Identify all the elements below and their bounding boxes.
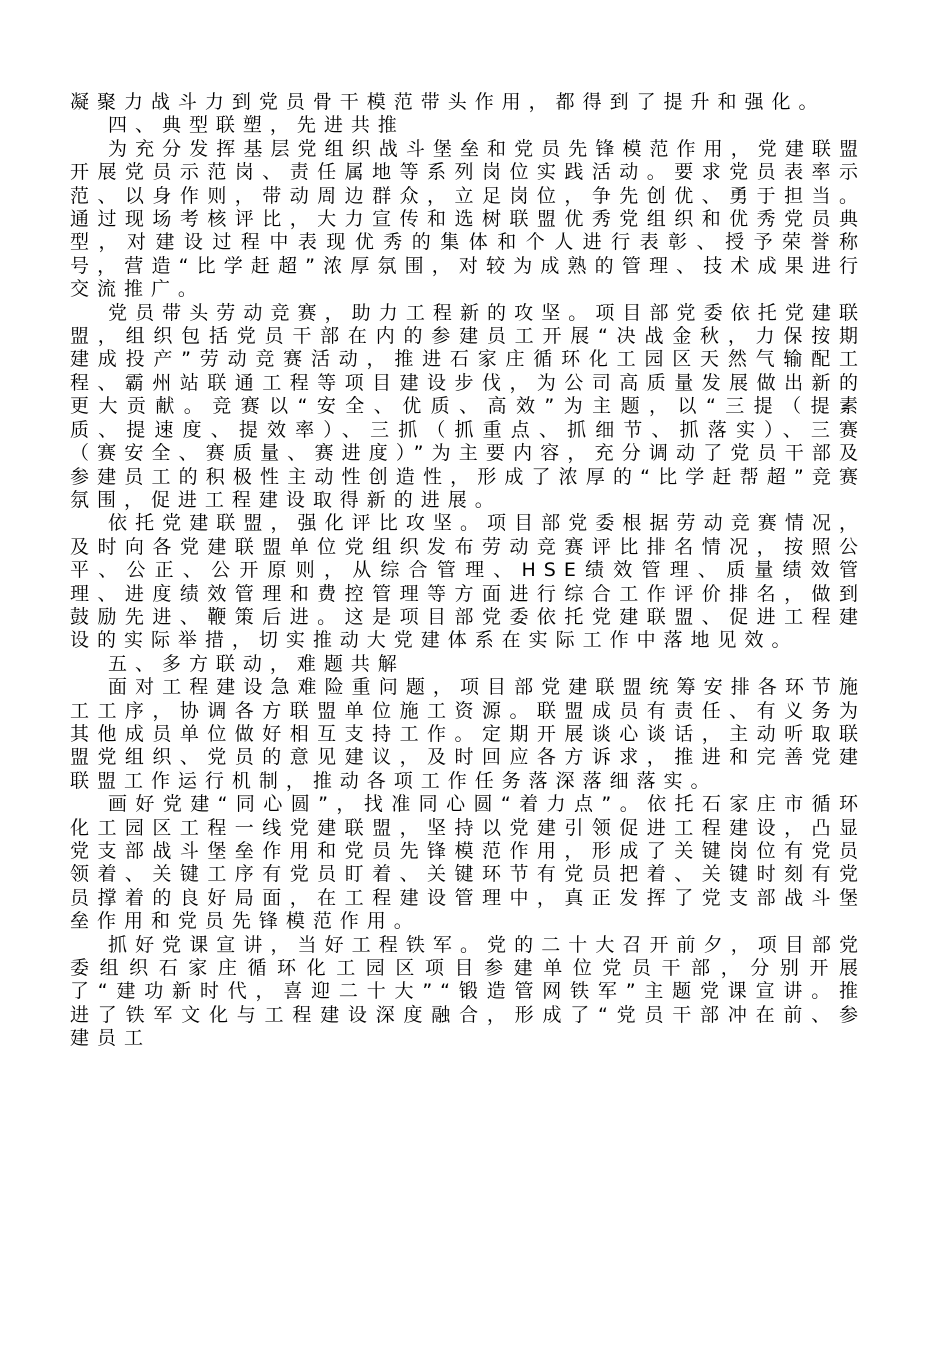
paragraph-coordination: 面对工程建设急难险重问题，项目部党建联盟统筹安排各环节施工工序，协调各方联盟单位施工资源。联盟成员有责任、有义务为其他成员单位做好相互支持工作。定期开展谈心谈话，主动听取联盟党组织、党员的意见建议，及时回应各方诉求，推进和完善党建联盟工作运行机制，推动各项工作任务落深落细落实。 bbox=[70, 676, 866, 792]
paragraph-continuation: 凝聚力战斗力到党员骨干模范带头作用，都得到了提升和强化。 bbox=[70, 91, 826, 113]
paragraph-party-lecture: 抓好党课宣讲，当好工程铁军。党的二十大召开前夕，项目部党委组织石家庄循环化工园区项目参建单位党员干部，分别开展了“建功新时代，喜迎二十大”“锻造管网铁军”主题党课宣讲。推进了铁军文化与工程建设深度融合，形成了“党员干部冲在前、参建员工 bbox=[70, 933, 866, 1050]
section-heading-five: 五、多方联动，难题共解 bbox=[108, 652, 405, 675]
paragraph-labor-competition: 党员带头劳动竞赛，助力工程新的攻坚。项目部党委依托党建联盟，组织包括党员干部在内的参建员工开展“决战金秋，力保按期建成投产”劳动竞赛活动，推进石家庄循环化工园区天然气输配工程、霸州站联通工程等项目建设步伐，为公司高质量发展做出新的更大贡献。竞赛以“安全、优质、高效”为主题，以“三提（提素质、提速度、提效率）、三抓（抓重点、抓细节、抓落实）、三赛（赛安全、赛质量、赛进度）”为主要内容，充分调动了党员干部及参建员工的积极性主动性创造性，形成了浓厚的“比学赶帮超”竞赛氛围，促进工程建设取得新的进展。 bbox=[70, 301, 866, 511]
paragraph-party-model-posts: 为充分发挥基层党组织战斗堡垒和党员先锋模范作用，党建联盟开展党员示范岗、责任属地等系列岗位实践活动。要求党员表率示范、以身作则，带动周边群众，立足岗位，争先创优、勇于担当。通过现场考核评比，大力宣传和选树联盟优秀党组织和优秀党员典型，对建设过程中表现优秀的集体和个人进行表彰、授予荣誉称号，营造“比学赶超”浓厚氛围，对较为成熟的管理、技术成果进行交流推广。 bbox=[70, 137, 866, 301]
paragraph-concentric-circle: 画好党建“同心圆”，找准同心圆“着力点”。依托石家庄市循环化工园区工程一线党建联盟，坚持以党建引领促进工程建设，凸显党支部战斗堡垒作用和党员先锋模范作用，形成了关键岗位有党员领着、关键工序有党员盯着、关键环节有党员把着、关键时刻有党员撑着的良好局面，在工程建设管理中，真正发挥了党支部战斗堡垒作用和党员先锋模范作用。 bbox=[70, 793, 866, 933]
paragraph-evaluation-ranking: 依托党建联盟，强化评比攻坚。项目部党委根据劳动竞赛情况，及时向各党建联盟单位党组织发布劳动竞赛评比排名情况，按照公平、公正、公开原则，从综合管理、HSE绩效管理、质量绩效管理、进度绩效管理和费控管理等方面进行综合工作评价排名，做到鼓励先进、鞭策后进。这是项目部党委依托党建联盟、促进工程建设的实际举措，切实推动大党建体系在实际工作中落地见效。 bbox=[70, 512, 866, 652]
section-heading-four: 四、典型联塑，先进共推 bbox=[108, 114, 405, 137]
